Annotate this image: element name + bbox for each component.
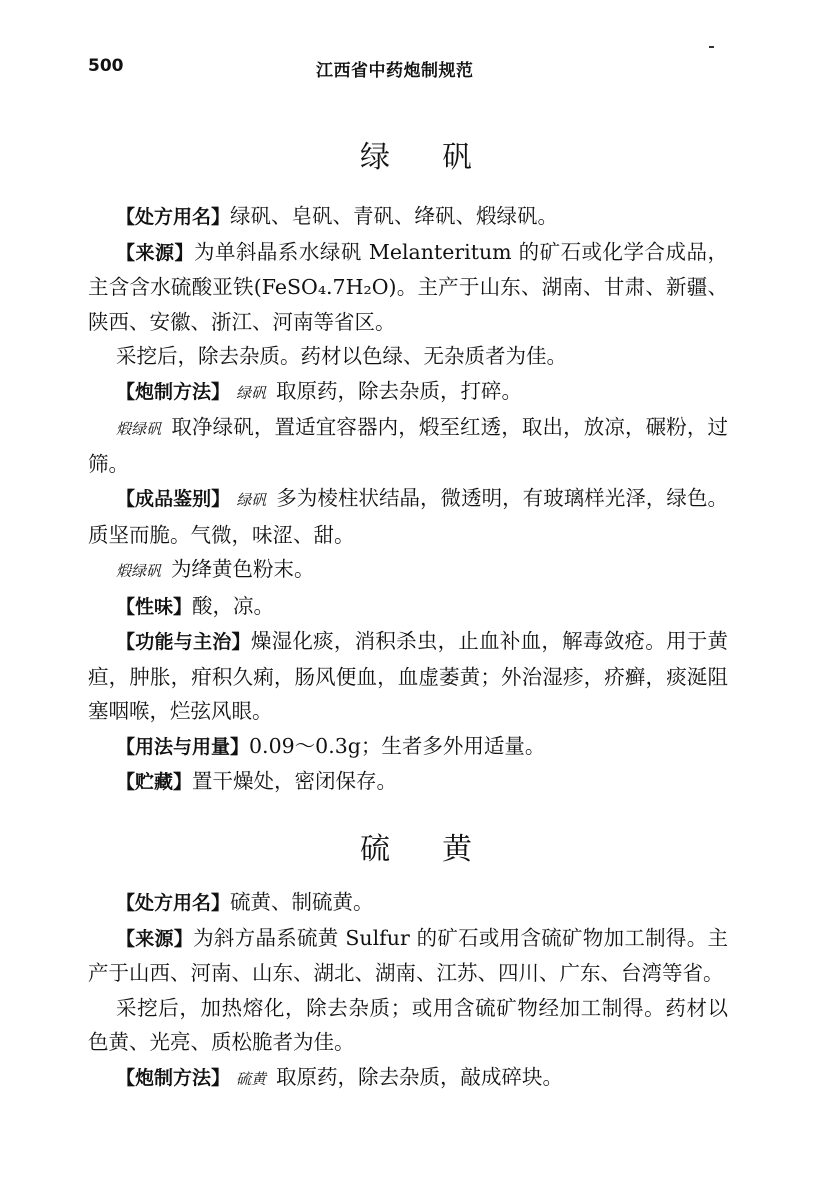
paragraph-collection: 采挖后，加热熔化，除去杂质；或用含硫矿物经加工制得。药材以色黄、光亮、质松脆者为佳。: [88, 995, 728, 1054]
paragraph-source: 【来源】为单斜晶系水绿矾 Melanteritum 的矿石或化学合成品，主含含水硫酸亚铁(FeSO₄.7H₂O)。主产于山东、湖南、甘肃、新疆、陕西、安徽、浙江、河南等省区。: [88, 239, 728, 334]
paragraph-prescription-names: 【处方用名】硫黄、制硫黄。: [116, 890, 374, 914]
paragraph-processing: 【炮制方法】 绿矾 取原药，除去杂质，打碎。: [116, 378, 523, 403]
paragraph-processing-calcined: 煅绿矾 取净绿矾，置适宜容器内，煅至红透，取出，放凉，碾粉，过筛。: [88, 415, 728, 476]
paragraph-identification-calcined: 煅绿矾 为绛黄色粉末。: [116, 557, 315, 581]
entry-liuhuang: [88, 885, 728, 1096]
scan-mark: [709, 46, 714, 48]
paragraph-collection: 采挖后，除去杂质。药材以色绿、无杂质者为佳。: [116, 344, 567, 368]
entry-title-liuhuang: 硫黄: [360, 832, 524, 867]
paragraph-identification: 【成品鉴别】 绿矾 多为棱柱状结晶，微透明，有玻璃样光泽，绿色。质坚而脆。气微，味涩、甜。: [88, 486, 728, 547]
paragraph-processing: 【炮制方法】 硫黄 取原药，除去杂质，敲成碎块。: [116, 1064, 564, 1089]
paragraph-nature-flavor: 【性味】酸，凉。: [116, 593, 275, 618]
paragraph-functions: 【功能与主治】燥湿化痰，消积杀虫，止血补血，解毒敛疮。用于黄疸，肿胀，疳积久痢，肠风便血，血虚萎黄；外治湿疹，疥癣，痰涎阻塞咽喉，烂弦风眼。: [88, 629, 728, 723]
entry-title-lvfan: 绿矾: [360, 140, 524, 175]
page-header: [88, 56, 742, 86]
paragraph-dosage: 【用法与用量】0.09～0.3g；生者多外用适量。: [116, 733, 546, 758]
paragraph-source: 【来源】为斜方晶系硫黄 Sulfur 的矿石或用含硫矿物加工制得。主产于山西、河南、山东、湖北、湖南、江苏、四川、广东、台湾等省。: [88, 925, 728, 985]
paragraph-storage: 【贮藏】置干燥处，密闭保存。: [116, 769, 398, 793]
running-title: 江西省中药炮制规范: [316, 61, 474, 81]
page-number: 500: [88, 56, 124, 76]
entry-lvfan: [88, 199, 728, 800]
paragraph-prescription-names: 【处方用名】绿矾、皂矾、青矾、绛矾、煅绿矾。: [116, 204, 559, 228]
